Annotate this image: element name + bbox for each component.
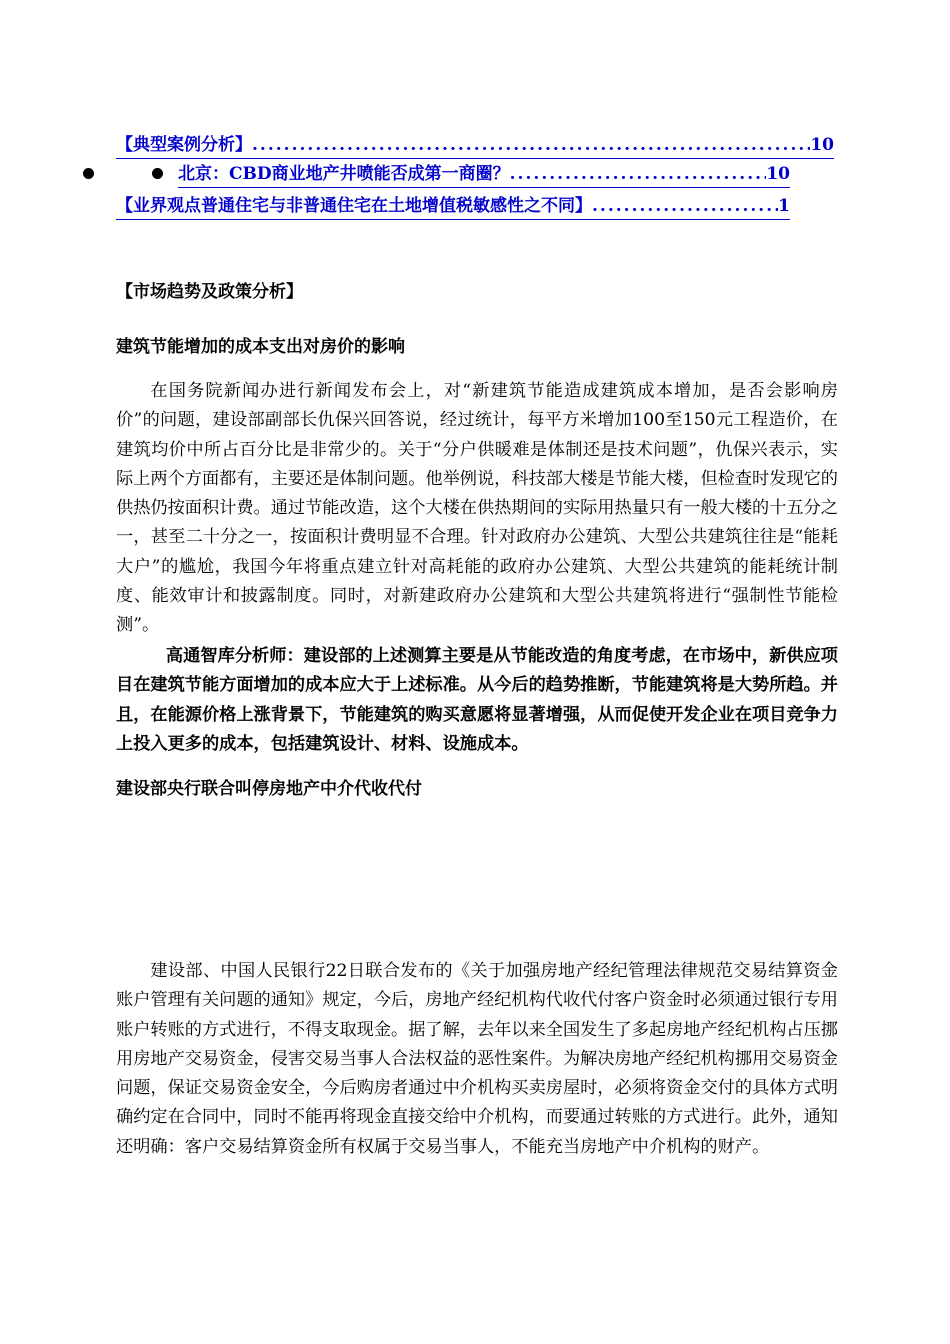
- toc-item-title: 【业界观点普通住宅与非普通住宅在土地增值税敏感性之不同】: [116, 196, 592, 216]
- toc-item-page: 10: [766, 164, 790, 184]
- article-title: 建设部央行联合叫停房地产中介代收代付: [116, 779, 422, 799]
- toc-item-title: 北京：CBD商业地产井喷能否成第一商圈？: [178, 164, 510, 184]
- toc-item-industry-view[interactable]: [116, 193, 790, 220]
- toc-leader-dots: [510, 161, 767, 187]
- article-body: 在国务院新闻办进行新闻发布会上，对“新建筑节能造成建筑成本增加，是否会影响房价”的问题，建设部副部长仇保兴回答说，经过统计，每平方米增加100至150元工程造价，在建筑均价中所占百分比是非常少的。关于“分户供暖难是体制还是技术问题”，仇保兴表示，实际上两个方面都有，主要还是体制问题。他举例说，科技部大楼是节能大楼，但检查时发现它的供热仍按面积计费。通过节能改造，这个大楼在供热期间的实际用热量只有一般大楼的十五分之一，甚至二十分之一，按面积计费明显不合理。针对政府办公建筑、大型公共建筑往往是“能耗大户”的尴尬，我国今年将重点建立针对高耗能的政府办公建筑、大型公共建筑的能耗统计制度、能效审计和披露制度。同时，对新建政府办公建筑和大型公共建筑将进行“强制性节能检测”。: [116, 381, 838, 636]
- bullet-icon: [83, 168, 94, 179]
- article-body: 建设部、中国人民银行22日联合发布的《关于加强房地产经纪管理法律规范交易结算资金账户管理有关问题的通知》规定，今后，房地产经纪机构代收代付客户资金时必须通过银行专用账户转账的方式进行，不得支取现金。据了解，去年以来全国发生了多起房地产经纪机构占压挪用房地产交易资金，侵害交易当事人合法权益的恶性案件。为解决房地产经纪机构挪用交易资金问题，保证交易资金安全，今后购房者通过中介机构买卖房屋时，必须将资金交付的具体方式明确约定在合同中，同时不能再将现金直接交给中介机构，而要通过转账的方式进行。此外，通知还明确：客户交易结算资金所有权属于交易当事人，不能充当房地产中介机构的财产。: [116, 961, 838, 1157]
- toc-item-beijing-cbd[interactable]: [178, 161, 790, 188]
- toc-item-page: 10: [810, 135, 834, 155]
- bullet-icon: [152, 168, 163, 179]
- toc-leader-dots: [592, 193, 778, 219]
- analyst-commentary: 高通智库分析师：建设部的上述测算主要是从节能改造的角度考虑，在市场中，新供应项目在建筑节能方面增加的成本应大于上述标准。从今后的趋势推断，节能建筑将是大势所趋。并且，在能源价格上涨背景下，节能建筑的购买意愿将显著增强，从而促使开发企业在项目竞争力上投入更多的成本，包括建筑设计、材料、设施成本。: [116, 646, 838, 754]
- toc-item-page: 1: [778, 196, 790, 216]
- toc-leader-dots: [252, 132, 810, 158]
- toc-item-typical-case[interactable]: [116, 132, 834, 159]
- toc-item-title: 【典型案例分析】: [116, 135, 252, 155]
- article-title: 建筑节能增加的成本支出对房价的影响: [116, 337, 405, 357]
- section-heading: 【市场趋势及政策分析】: [116, 282, 303, 302]
